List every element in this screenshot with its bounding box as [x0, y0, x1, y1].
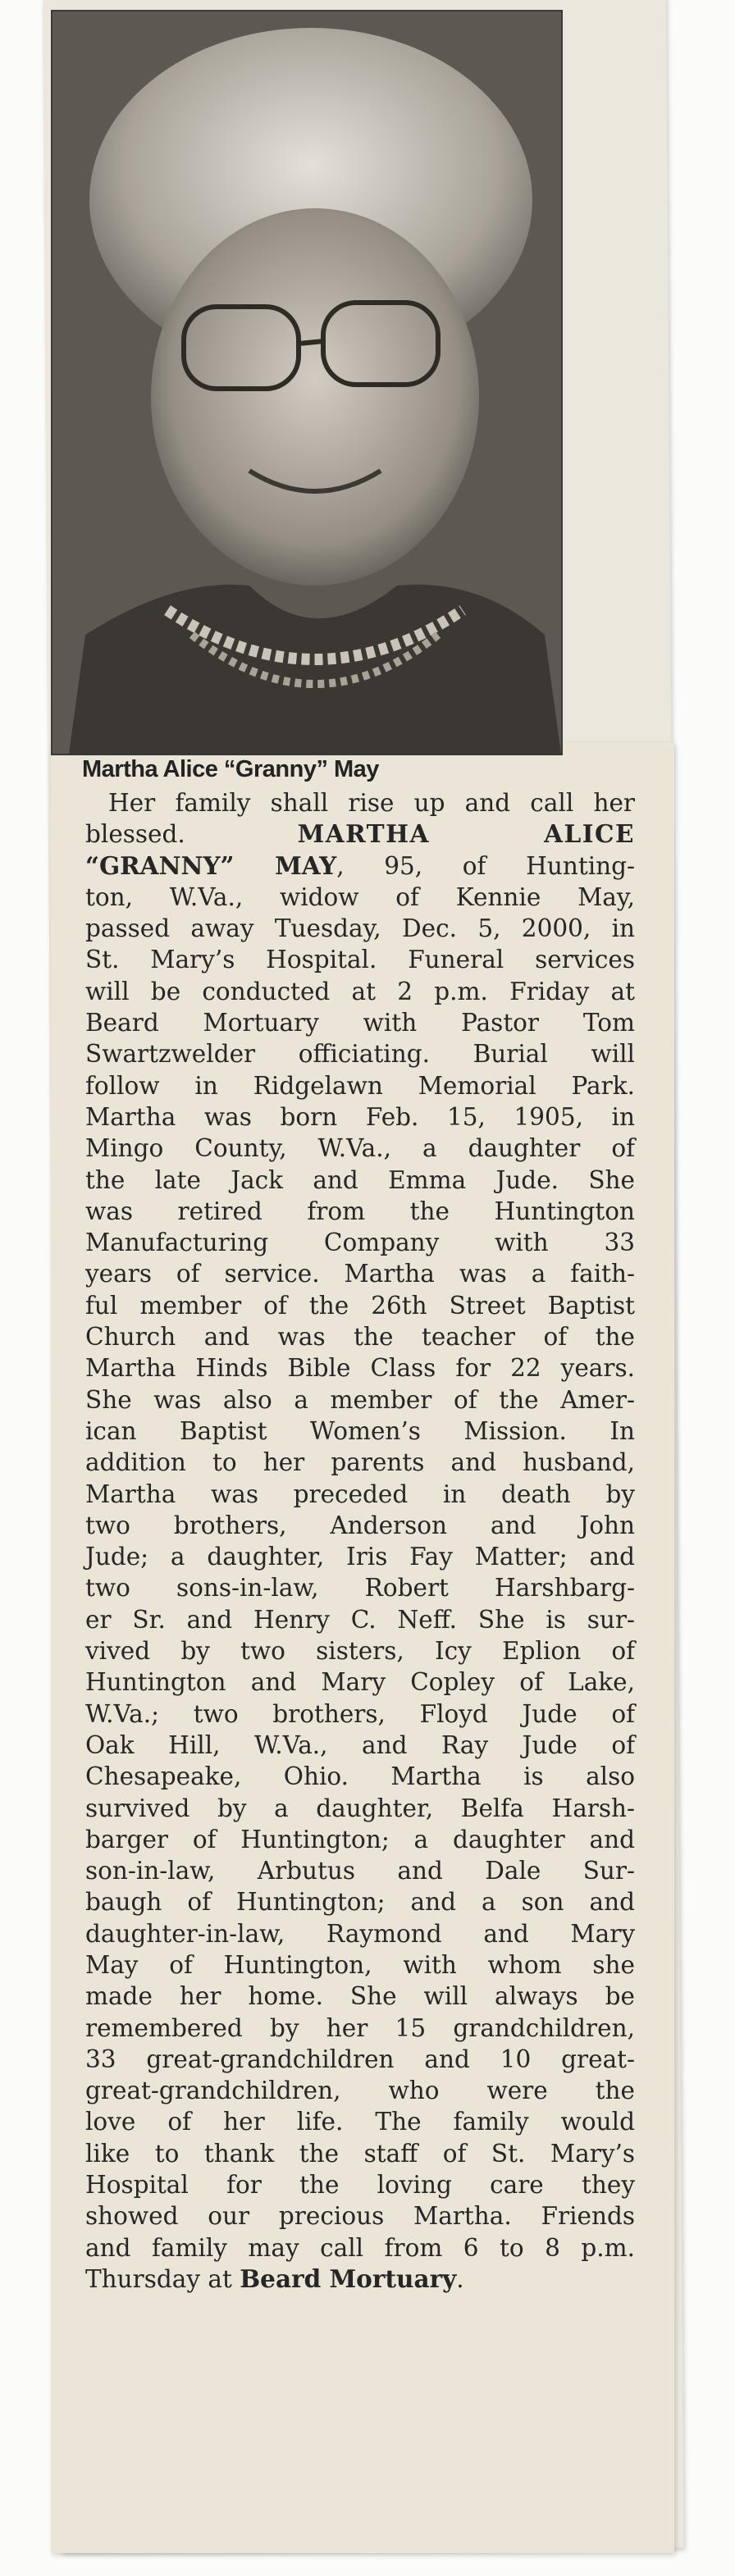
- obituary-line: Martha was born Feb. 15, 1905, in: [85, 1102, 635, 1131]
- obituary-line: two brothers, Anderson and John: [85, 1511, 635, 1539]
- obituary-line: passed away Tuesday, Dec. 5, 2000, in: [85, 914, 635, 943]
- obituary-line: ton, W.Va., widow of Kennie May,: [85, 882, 635, 911]
- obituary-line: love of her life. The family would: [85, 2108, 635, 2136]
- obituary-line: “GRANNY” MAY, 95, of Hunting-: [85, 850, 635, 880]
- obituary-line: Martha Hinds Bible Class for 22 years.: [85, 1354, 635, 1383]
- obituary-line: follow in Ridgelawn Memorial Park.: [85, 1071, 635, 1100]
- obituary-line: was retired from the Huntington: [85, 1197, 635, 1225]
- obituary-line: Martha was preceded in death by: [85, 1479, 635, 1508]
- obituary-line: Her family shall rise up and call her: [108, 789, 635, 817]
- obituary-line: Thursday at Beard Mortuary.: [85, 2264, 464, 2293]
- obituary-line: barger of Huntington; a daughter and: [85, 1825, 635, 1853]
- obituary-line: Jude; a daughter, Iris Fay Matter; and: [85, 1543, 635, 1571]
- obituary-line: Hospital for the loving care they: [85, 2171, 635, 2200]
- portrait-photo: [51, 10, 563, 755]
- obituary-line: and family may call from 6 to 8 p.m.: [85, 2233, 635, 2262]
- face-shape: [151, 208, 479, 586]
- obituary-line: Church and was the teacher of the: [85, 1323, 635, 1352]
- obituary-line: will be conducted at 2 p.m. Friday at: [85, 977, 635, 1005]
- obituary-line: W.Va.; two brothers, Floyd Jude of: [85, 1699, 635, 1728]
- obituary-line: made her home. She will always be: [85, 1982, 635, 2011]
- obituary-line: Beard Mortuary with Pastor Tom: [85, 1009, 635, 1037]
- obituary-line: Manufacturing Company with 33: [85, 1229, 635, 1257]
- obituary-line: like to thank the staff of St. Mary’s: [85, 2139, 635, 2168]
- obituary-line: Huntington and Mary Copley of Lake,: [85, 1668, 635, 1697]
- obituary-line: er Sr. and Henry C. Neff. She is sur-: [85, 1605, 635, 1634]
- obituary-line: She was also a member of the Amer-: [85, 1385, 635, 1414]
- obituary-line: baugh of Huntington; and a son and: [85, 1888, 635, 1917]
- obituary-line: Swartzwelder officiating. Burial will: [85, 1040, 635, 1069]
- obituary-line: blessed. MARTHA ALICE: [85, 819, 636, 849]
- obituary-line: Mingo County, W.Va., a daughter of: [85, 1134, 635, 1163]
- obituary-line: remembered by her 15 grandchildren,: [85, 2013, 635, 2042]
- obituary-line: showed our precious Martha. Friends: [85, 2202, 635, 2231]
- obituary-line: St. Mary’s Hospital. Funeral services: [85, 946, 635, 974]
- obituary-line: ican Baptist Women’s Mission. In: [85, 1416, 635, 1445]
- obituary-body: [85, 787, 635, 2295]
- obituary-line: vived by two sisters, Icy Eplion of: [85, 1637, 635, 1666]
- obituary-line: 33 great-grandchildren and 10 great-: [85, 2045, 635, 2073]
- obituary-line: addition to her parents and husband,: [85, 1448, 635, 1477]
- obituary-line: ful member of the 26th Street Baptist: [85, 1291, 635, 1320]
- obituary-line: May of Huntington, with whom she: [85, 1950, 635, 1979]
- obituary-line: daughter-in-law, Raymond and Mary: [85, 1919, 635, 1948]
- obituary-line: the late Jack and Emma Jude. She: [85, 1165, 635, 1194]
- obituary-line: great-grandchildren, who were the: [85, 2077, 635, 2105]
- obituary-line: Oak Hill, W.Va., and Ray Jude of: [85, 1730, 635, 1759]
- obituary-line: Chesapeake, Ohio. Martha is also: [85, 1762, 635, 1791]
- obituary-line: two sons-in-law, Robert Harshbarg-: [85, 1574, 635, 1603]
- obituary-headline: Martha Alice “Granny” May: [82, 756, 379, 782]
- obituary-line: son-in-law, Arbutus and Dale Sur-: [85, 1857, 635, 1885]
- obituary-line: years of service. Martha was a faith-: [85, 1260, 635, 1288]
- obituary-line: survived by a daughter, Belfa Harsh-: [85, 1794, 635, 1822]
